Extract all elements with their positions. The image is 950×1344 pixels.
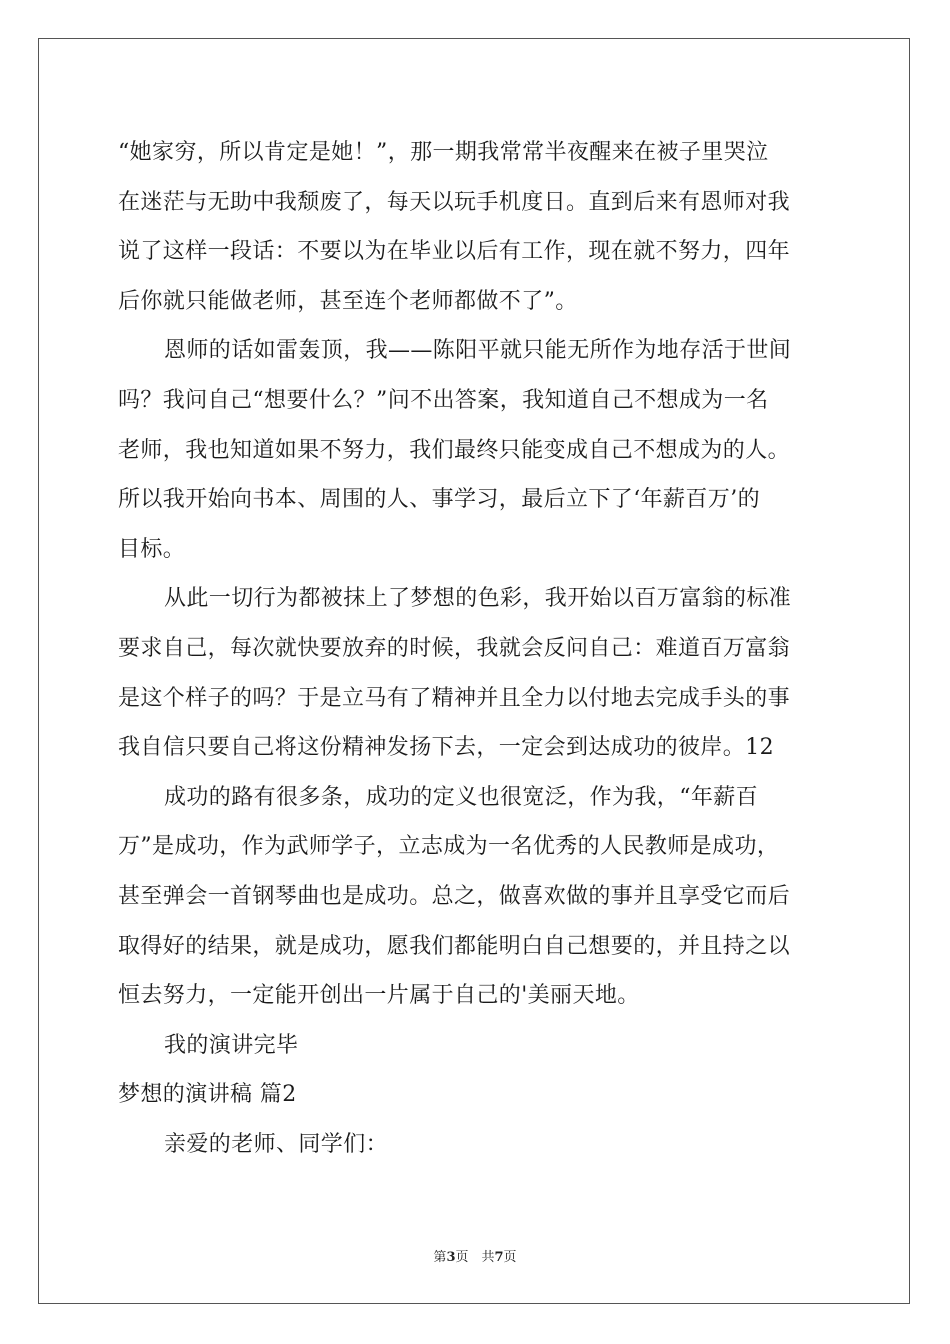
text-line-11: 要求自己，每次就快要放弃的时候，我就会反问自己：难道百万富翁 [118, 635, 791, 661]
text-line-5: 恩师的话如雷轰顶，我——陈阳平就只能无所作为地存活于世间 [164, 338, 792, 364]
text-line-4: 后你就只能做老师，甚至连个老师都做不了”。 [118, 288, 578, 314]
text-line-9: 目标。 [118, 536, 186, 562]
text-line-1: “她家穷，所以肯定是她！”，那一期我常常半夜醒来在被子里哭泣 [118, 140, 769, 165]
document-body [118, 128, 838, 1169]
section-heading: 梦想的演讲稿 篇2 [118, 1082, 297, 1108]
text-line-10: 从此一切行为都被抹上了梦想的色彩，我开始以百万富翁的标准 [164, 586, 792, 612]
page-footer [0, 1246, 950, 1265]
text-line-18: 恒去努力，一定能开创出一片属于自己的'美丽天地。 [118, 983, 640, 1009]
text-line-13: 我自信只要自己将这份精神发扬下去，一定会到达成功的彼岸。12 [118, 735, 774, 761]
text-line-8: 所以我开始向书本、周围的人、事学习，最后立下了‘年薪百万’的 [118, 487, 760, 513]
text-line-2: 在迷茫与无助中我颓废了，每天以玩手机度日。直到后来有恩师对我 [118, 189, 791, 215]
text-line-3: 说了这样一段话：不要以为在毕业以后有工作，现在就不努力，四年 [118, 239, 791, 265]
text-line-17: 取得好的结果，就是成功，愿我们都能明白自己想要的，并且持之以 [118, 933, 791, 959]
current-page-number: 3 [446, 1250, 456, 1265]
total-page-number: 7 [494, 1250, 504, 1265]
salutation-line: 亲爱的老师、同学们： [164, 1131, 389, 1157]
text-line-16: 甚至弹会一首钢琴曲也是成功。总之，做喜欢做的事并且享受它而后 [118, 883, 791, 909]
text-line-19: 我的演讲完毕 [164, 1032, 299, 1058]
page-label-mid: 页 共 [455, 1250, 495, 1265]
text-line-14: 成功的路有很多条，成功的定义也很宽泛，作为我，“年薪百 [164, 784, 759, 810]
text-line-6: 吗？我问自己“想要什么？”问不出答案，我知道自己不想成为一名 [118, 387, 769, 413]
text-line-12: 是这个样子的吗？于是立马有了精神并且全力以付地去完成手头的事 [118, 685, 791, 711]
page-label-prefix: 第 [433, 1250, 447, 1265]
page-label-suffix: 页 [503, 1250, 517, 1265]
text-line-7: 老师，我也知道如果不努力，我们最终只能变成自己不想成为的人。 [118, 437, 791, 463]
text-line-15: 万”是成功，作为武师学子，立志成为一名优秀的人民教师是成功， [118, 834, 780, 860]
